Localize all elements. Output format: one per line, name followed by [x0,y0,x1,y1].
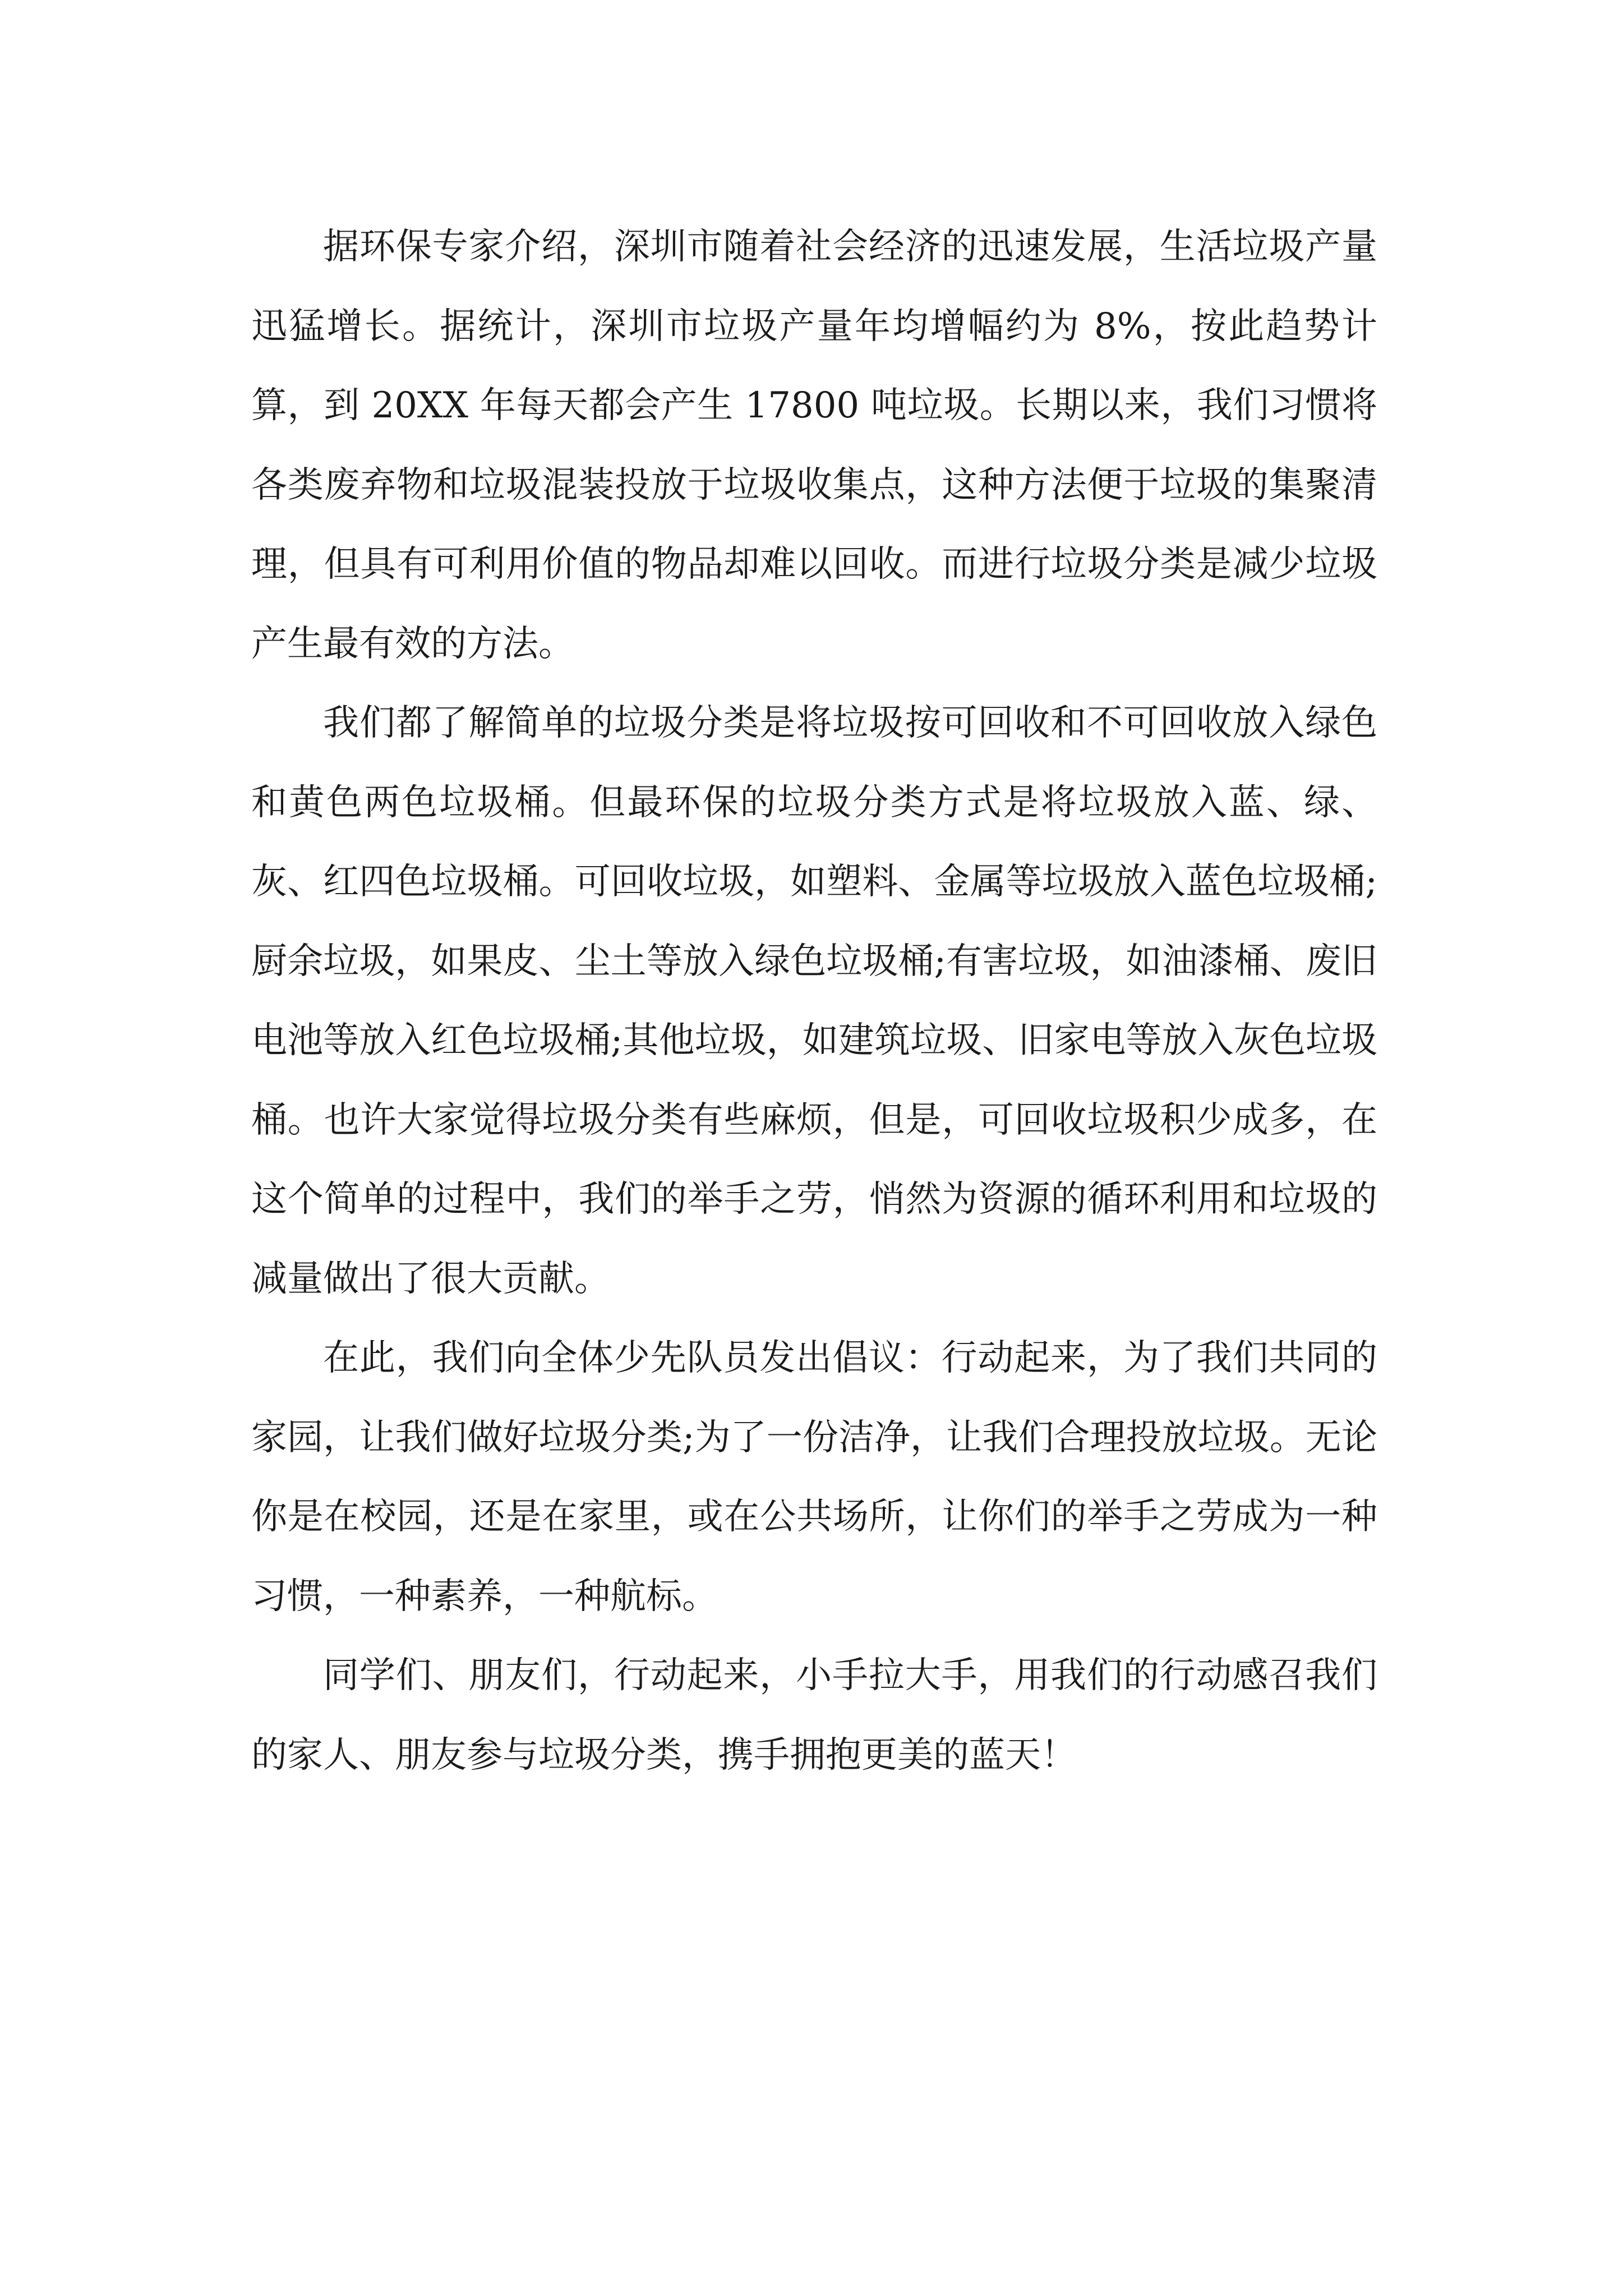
paragraph-intro: 据环保专家介绍，深圳市随着社会经济的迅速发展，生活垃圾产量迅猛增长。据统计，深圳市垃圾产量年均增幅约为 8%，按此趋势计算，到 20XX 年每天都会产生 17800 吨垃圾。长期以来，我们习惯将各类废弃物和垃圾混装投放于垃圾收集点，这种方法便于垃圾的集聚清理，但具有可利用价值的物品却难以回收。而进行垃圾分类是减少垃圾产生最有效的方法。 [251,226,1377,665]
paragraph-proposal: 在此，我们向全体少先队员发出倡议：行动起来，为了我们共同的家园，让我们做好垃圾分类;为了一份洁净，让我们合理投放垃圾。无论你是在校园，还是在家里，或在公共场所，让你们的举手之劳成为一种习惯，一种素养，一种航标。 [251,1337,1377,1617]
paragraph-call-to-action: 同学们、朋友们，行动起来，小手拉大手，用我们的行动感召我们的家人、朋友参与垃圾分类，携手拥抱更美的蓝天！ [251,1655,1377,1776]
paragraph-classification: 我们都了解简单的垃圾分类是将垃圾按可回收和不可回收放入绿色和黄色两色垃圾桶。但最环保的垃圾分类方式是将垃圾放入蓝、绿、灰、红四色垃圾桶。可回收垃圾，如塑料、金属等垃圾放入蓝色垃圾桶;厨余垃圾，如果皮、尘土等放入绿色垃圾桶;有害垃圾，如油漆桶、废旧电池等放入红色垃圾桶;其他垃圾，如建筑垃圾、旧家电等放入灰色垃圾桶。也许大家觉得垃圾分类有些麻烦，但是，可回收垃圾积少成多，在这个简单的过程中，我们的举手之劳，悄然为资源的循环利用和垃圾的减量做出了很大贡献。 [251,702,1377,1300]
document-body [251,208,1377,1795]
